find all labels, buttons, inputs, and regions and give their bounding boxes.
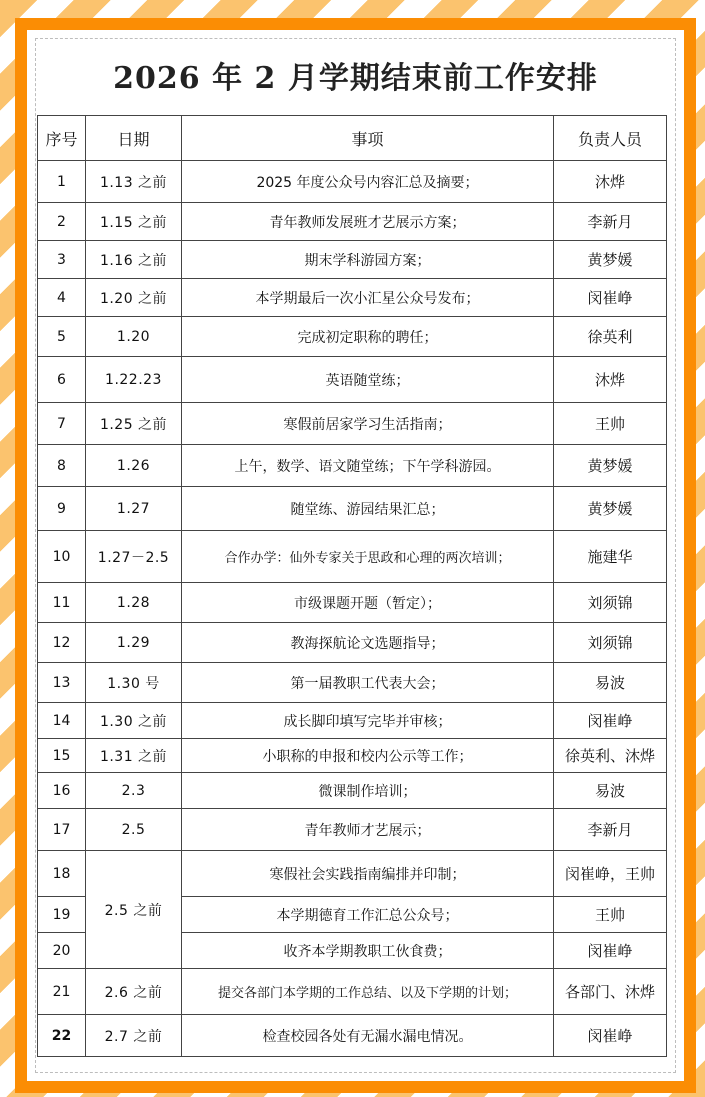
row-no: 5	[38, 317, 86, 357]
row-date: 1.27－2.5	[86, 531, 182, 583]
row-date: 2.6 之前	[86, 969, 182, 1015]
row-item: 第一届教职工代表大会；	[182, 663, 554, 703]
row-item: 寒假前居家学习生活指南；	[182, 403, 554, 445]
table-row	[38, 279, 667, 317]
table-row	[38, 445, 667, 487]
row-date: 1.30 之前	[86, 703, 182, 739]
row-person: 黄梦媛	[554, 487, 667, 531]
table-row	[38, 583, 667, 623]
row-item: 教海探航论文选题指导；	[182, 623, 554, 663]
row-no: 22	[38, 1015, 86, 1057]
row-item: 完成初定职称的聘任；	[182, 317, 554, 357]
table-row	[38, 773, 667, 809]
row-no: 20	[38, 933, 86, 969]
table-row	[38, 203, 667, 241]
row-date: 1.31 之前	[86, 739, 182, 773]
header-person: 负责人员	[554, 116, 667, 161]
row-no: 11	[38, 583, 86, 623]
row-no: 12	[38, 623, 86, 663]
row-no: 14	[38, 703, 86, 739]
table-row	[38, 969, 667, 1015]
row-date: 1.26	[86, 445, 182, 487]
row-date: 2.3	[86, 773, 182, 809]
row-person: 刘须锦	[554, 583, 667, 623]
row-item: 期末学科游园方案；	[182, 241, 554, 279]
row-person: 闵崔峥	[554, 933, 667, 969]
row-no: 18	[38, 851, 86, 897]
row-date: 2.5 之前	[86, 851, 182, 969]
row-item: 随堂练、游园结果汇总；	[182, 487, 554, 531]
header-item: 事项	[182, 116, 554, 161]
row-date: 1.30 号	[86, 663, 182, 703]
header-no: 序号	[38, 116, 86, 161]
row-no: 8	[38, 445, 86, 487]
row-person: 闵崔峥，王帅	[554, 851, 667, 897]
row-item: 微课制作培训；	[182, 773, 554, 809]
row-date: 1.20	[86, 317, 182, 357]
row-date: 2.5	[86, 809, 182, 851]
table-row	[38, 531, 667, 583]
row-person: 王帅	[554, 403, 667, 445]
row-date: 1.25 之前	[86, 403, 182, 445]
row-no: 4	[38, 279, 86, 317]
row-no: 13	[38, 663, 86, 703]
row-date: 1.16 之前	[86, 241, 182, 279]
table-row	[38, 1015, 667, 1057]
row-item: 青年教师发展班才艺展示方案；	[182, 203, 554, 241]
row-item: 收齐本学期教职工伙食费；	[182, 933, 554, 969]
row-item: 本学期德育工作汇总公众号；	[182, 897, 554, 933]
row-item: 市级课题开题（暂定）；	[182, 583, 554, 623]
table-row	[38, 317, 667, 357]
row-no: 21	[38, 969, 86, 1015]
row-date: 1.29	[86, 623, 182, 663]
row-item: 英语随堂练；	[182, 357, 554, 403]
row-person: 沐烨	[554, 161, 667, 203]
row-item: 寒假社会实践指南编排并印制；	[182, 851, 554, 897]
row-no: 10	[38, 531, 86, 583]
header-date: 日期	[86, 116, 182, 161]
table-header-row	[38, 116, 667, 161]
row-person: 易波	[554, 663, 667, 703]
row-item: 青年教师才艺展示；	[182, 809, 554, 851]
row-no: 9	[38, 487, 86, 531]
row-item: 成长脚印填写完毕并审核；	[182, 703, 554, 739]
row-no: 7	[38, 403, 86, 445]
row-person: 李新月	[554, 809, 667, 851]
row-item: 上午，数学、语文随堂练；下午学科游园。	[182, 445, 554, 487]
table-row	[38, 161, 667, 203]
row-item: 检查校园各处有无漏水漏电情况。	[182, 1015, 554, 1057]
row-item: 提交各部门本学期的工作总结、以及下学期的计划；	[182, 969, 554, 1015]
row-person: 闵崔峥	[554, 279, 667, 317]
row-no: 3	[38, 241, 86, 279]
row-no: 2	[38, 203, 86, 241]
row-person: 徐英利、沐烨	[554, 739, 667, 773]
row-item: 2025 年度公众号内容汇总及摘要；	[182, 161, 554, 203]
row-person: 闵崔峥	[554, 1015, 667, 1057]
row-person: 易波	[554, 773, 667, 809]
row-person: 施建华	[554, 531, 667, 583]
row-no: 16	[38, 773, 86, 809]
row-person: 黄梦媛	[554, 241, 667, 279]
row-person: 刘须锦	[554, 623, 667, 663]
row-person: 徐英利	[554, 317, 667, 357]
row-person: 闵崔峥	[554, 703, 667, 739]
table-row	[38, 623, 667, 663]
table-row	[38, 357, 667, 403]
row-date: 1.15 之前	[86, 203, 182, 241]
table-row	[38, 809, 667, 851]
row-no: 1	[38, 161, 86, 203]
row-item: 本学期最后一次小汇星公众号发布；	[182, 279, 554, 317]
poster-frame	[15, 18, 696, 1093]
row-date: 1.20 之前	[86, 279, 182, 317]
row-date: 1.13 之前	[86, 161, 182, 203]
row-no: 6	[38, 357, 86, 403]
row-person: 各部门、沐烨	[554, 969, 667, 1015]
poster-inner	[35, 38, 676, 1073]
table-row	[38, 851, 667, 897]
row-no: 17	[38, 809, 86, 851]
row-person: 王帅	[554, 897, 667, 933]
page-title: 2026 年 2 月学期结束前工作安排	[113, 61, 598, 96]
row-no: 15	[38, 739, 86, 773]
table-row	[38, 739, 667, 773]
table-row	[38, 241, 667, 279]
table-row	[38, 703, 667, 739]
row-date: 2.7 之前	[86, 1015, 182, 1057]
row-person: 李新月	[554, 203, 667, 241]
row-date: 1.27	[86, 487, 182, 531]
row-person: 黄梦媛	[554, 445, 667, 487]
row-person: 沐烨	[554, 357, 667, 403]
row-no: 19	[38, 897, 86, 933]
row-item: 合作办学：仙外专家关于思政和心理的两次培训；	[182, 531, 554, 583]
schedule-table	[37, 115, 667, 1057]
table-row	[38, 403, 667, 445]
table-row	[38, 487, 667, 531]
row-date: 1.22.23	[86, 357, 182, 403]
table-row	[38, 663, 667, 703]
row-date: 1.28	[86, 583, 182, 623]
row-item: 小职称的申报和校内公示等工作；	[182, 739, 554, 773]
